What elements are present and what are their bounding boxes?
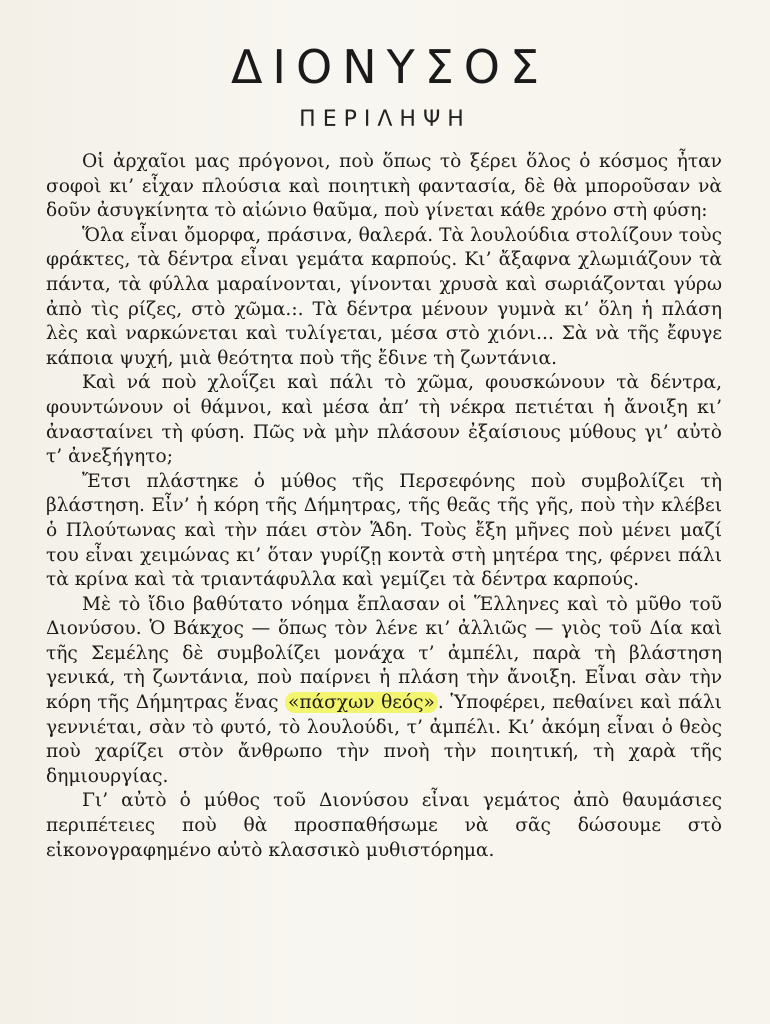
page-title-text: ΔΙΟΝΥΣΟΣ: [230, 40, 550, 94]
paragraph-5-after: . Ὑποφέρει, πεθαίνει καὶ πάλι γεννιέται, σὰν τὸ φυτό, τὸ λουλούδι, τ’ ἀμπέλι. Κι’ ἀκόμη εἶναι ὁ θεὸς ποὺ χαρίζει στὸν ἄνθρωπο τὴν πνοὴ τὴν ποιητική, τὴ χαρὰ τῆς δημιουργίας.: [46, 692, 722, 787]
summary-body: [46, 150, 722, 863]
title-block: [0, 38, 770, 96]
page-title: [207, 38, 563, 96]
paragraph-1: Οἱ ἀρχαῖοι μας πρόγονοι, ποὺ ὅπως τὸ ξέρει ὅλος ὁ κόσμος ἦταν σοφοὶ κι’ εἶχαν πλούσια καὶ ποιητικὴ φαντασία, δὲ θὰ μποροῦσαν νὰ δοῦν ἀσυγκίνητα τὸ αἰώνιο θαῦμα, ποὺ γίνεται κάθε χρόνο στὴ φύση:: [46, 151, 722, 222]
paragraph-4: Ἔτσι πλάστηκε ὁ μύθος τῆς Περσεφόνης ποὺ συμβολίζει τὴ βλάστηση. Εἶν’ ἡ κόρη τῆς Δήμητρας, τῆς θεᾶς τῆς γῆς, ποὺ τὴν κλέβει ὁ Πλούτωνας καὶ τὴν πάει στὸν Ἅδη. Τοὺς ἔξη μῆνες ποὺ μένει μαζί του εἶναι χειμώνας κι’ ὅταν γυρίζῃ κοντὰ στὴ μητέρα της, φέρνει πάλι τὰ κρίνα καὶ τὰ τριαντάφυλλα καὶ γεμίζει τὰ δέντρα καρπούς.: [46, 470, 722, 591]
paragraph-6: Γι’ αὐτὸ ὁ μύθος τοῦ Διονύσου εἶναι γεμάτος ἀπὸ θαυμάσιες περιπέτειες ποὺ θὰ προσπαθήσωμε νὰ σᾶς δώσουμε στὸ εἰκονογραφημένο αὐτὸ κλασσικὸ μυθιστόρημα.: [46, 790, 722, 861]
highlighted-phrase: «πάσχων θεός»: [285, 692, 438, 713]
paragraph-2: Ὅλα εἶναι ὄμορφα, πράσινα, θαλερά. Τὰ λουλούδια στολίζουν τοὺς φράκτες, τὰ δέντρα εἶναι γεμάτα καρπούς. Κι’ ἄξαφνα χλωμιάζουν τὰ πάντα, τὰ φύλλα μαραίνονται, γίνονται χρυσὰ καὶ σωριάζονται γύρω ἀπὸ τὶς ρίζες, στὸ χῶμα.:. Τὰ δέντρα μένουν γυμνὰ κι’ ὅλη ἡ πλάση λὲς καὶ ναρκώνεται καὶ τυλίγεται, μέσα στὸ χιόνι... Σὰ νὰ τῆς ἔφυγε κάποια ψυχή, μιὰ θεότητα ποὺ τῆς ἔδινε τὴ ζωντάνια.: [46, 224, 722, 369]
page-subtitle: ΠΕΡΙΛΗΨΗ: [299, 107, 471, 132]
paragraph-5-before: Μὲ τὸ ἴδιο βαθύτατο νόημα ἔπλασαν οἱ Ἕλληνες καὶ τὸ μῦθο τοῦ Διονύσου. Ὁ Βάκχος — ὅπως τὸν λένε κι’ ἀλλιῶς — γιὸς τοῦ Δία καὶ τῆς Σεμέλης δὲ συμβολίζει μονάχα τ’ ἀμπέλι, παρὰ τὴ βλάστηση γενικά, τὴ ζωντάνια, ποὺ παίρνει ἡ πλάση τὴν ἄνοιξη. Εἶναι σὰν τὴν κόρη τῆς Δήμητρας ἕνας: [46, 593, 722, 714]
paragraph-5: [46, 593, 722, 790]
paragraph-3: Καὶ νά ποὺ χλοΐζει καὶ πάλι τὸ χῶμα, φουσκώνουν τὰ δέντρα, φουντώνουν οἱ θάμνοι, καὶ μέσα ἀπ’ τὴ νέκρα πετιέται ἡ ἄνοιξη κι’ ἀνασταίνει τὴ φύση. Πῶς νὰ μὴν πλάσουν ἐξαίσιους μύθους γι’ αὐτὸ τ’ ἀνεξήγητο;: [46, 372, 722, 468]
